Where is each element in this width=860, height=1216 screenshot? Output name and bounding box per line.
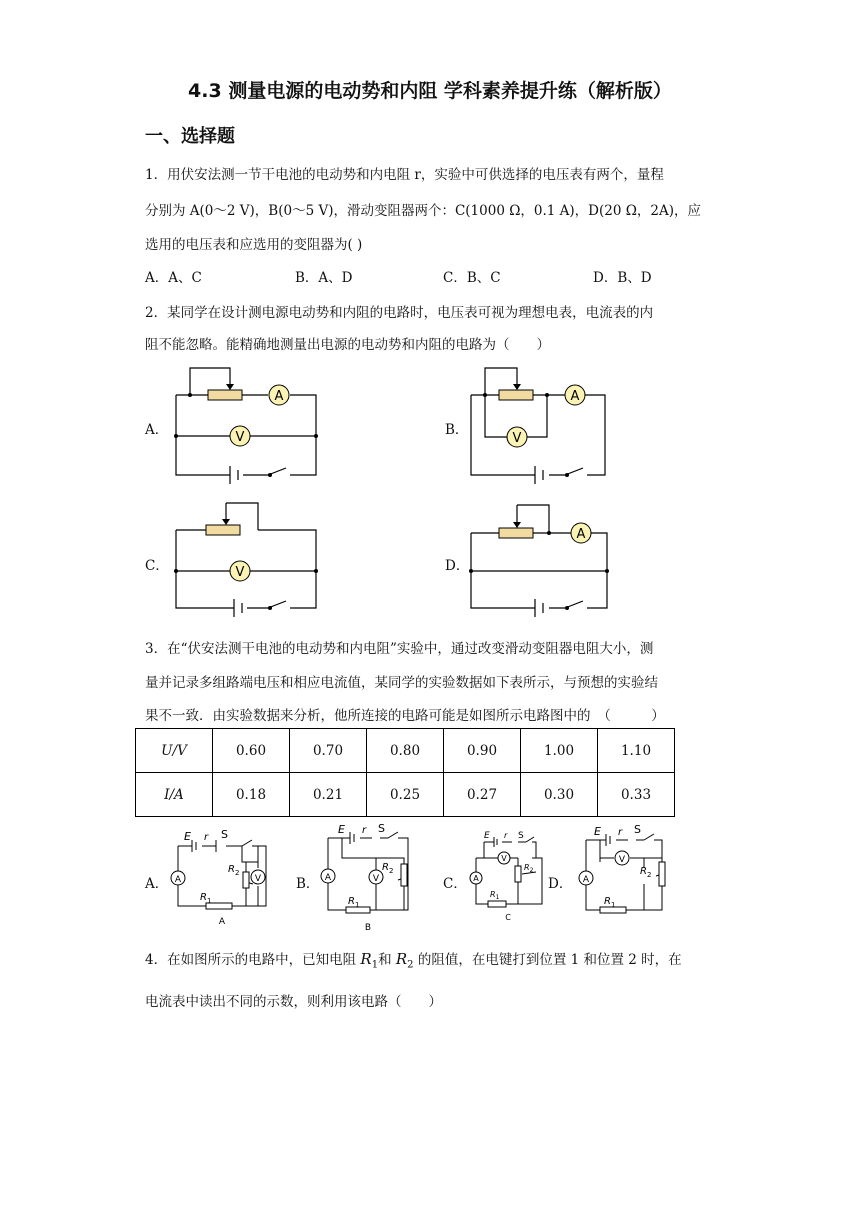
ammeter-symbol: A xyxy=(582,875,590,885)
r1-label: $R_1$ xyxy=(200,892,212,905)
q3-label-c: C． xyxy=(443,876,467,892)
table-header-u: U/V xyxy=(136,729,213,773)
internal-resistance-label: r xyxy=(362,825,367,836)
voltmeter-symbol: V xyxy=(254,874,262,884)
document-title: 4.3 测量电源的电动势和内阻 学科素养提升练（解析版） xyxy=(188,80,672,102)
q4-text: 4．在如图所示的电路中，已知电阻 xyxy=(145,952,361,968)
voltmeter-symbol: V xyxy=(235,565,245,580)
q1-option-d: D．B、D xyxy=(593,270,652,286)
q3-label-d: D． xyxy=(548,876,573,892)
table-cell: 0.60 xyxy=(213,729,290,773)
q2-label-a: A． xyxy=(145,422,169,438)
voltmeter-symbol: V xyxy=(618,855,626,865)
q4-line-2: 电流表中读出不同的示数，则利用该电路（ ） xyxy=(145,994,442,1010)
q1-line-1: 1．用伏安法测一节干电池的电动势和内电阻 r，实验中可供选择的电压表有两个，量程 xyxy=(145,167,664,183)
q3-line-3: 果不一致．由实验数据来分析，他所连接的电路可能是如图所示电路图中的 （ ） xyxy=(145,708,665,724)
data-table xyxy=(135,728,675,817)
table-cell: 0.70 xyxy=(290,729,367,773)
q3-label-b: B． xyxy=(296,876,320,892)
table-row-current xyxy=(136,773,675,817)
q3-circuit-d xyxy=(574,822,674,934)
table-cell: 0.25 xyxy=(367,773,444,817)
voltmeter-symbol: V xyxy=(372,874,380,884)
q3-line-2: 量并记录多组路端电压和相应电流值，某同学的实验数据如下表所示，与预想的实验结 xyxy=(145,675,658,691)
switch-label: S xyxy=(378,822,385,835)
section-heading: 一、选择题 xyxy=(145,126,235,147)
q4-line-1 xyxy=(145,948,682,971)
r2-symbol: R xyxy=(395,950,408,968)
q2-line-2: 阻不能忽略。能精确地测量出电源的电动势和内阻的电路为（ ） xyxy=(145,337,550,353)
table-cell: 1.00 xyxy=(521,729,598,773)
q3-circuit-a xyxy=(166,826,282,932)
ammeter-symbol: A xyxy=(570,389,580,404)
r2-label: $R_2$ xyxy=(382,862,394,875)
r1-label: $R_1$ xyxy=(604,896,616,909)
q3-circuit-b xyxy=(316,822,418,934)
table-cell: 0.33 xyxy=(598,773,675,817)
q2-label-b: B． xyxy=(445,422,469,438)
q2-label-d: D． xyxy=(445,558,470,574)
switch-label: S xyxy=(518,831,524,841)
q3-circuit-c xyxy=(466,830,552,926)
q1-line-3: 选用的电压表和应选用的变阻器为( ) xyxy=(145,237,363,253)
table-cell: 1.10 xyxy=(598,729,675,773)
emf-label: E xyxy=(184,830,191,843)
circuit-caption: B xyxy=(364,923,372,933)
table-cell: 0.27 xyxy=(444,773,521,817)
r1-symbol: R xyxy=(360,950,372,968)
internal-resistance-label: r xyxy=(618,827,623,838)
q2-label-c: C． xyxy=(145,558,169,574)
table-cell: 0.80 xyxy=(367,729,444,773)
q3-label-a: A． xyxy=(145,876,169,892)
q3-line-1: 3．在“伏安法测干电池的电动势和内电阻”实验中，通过改变滑动变阻器电阻大小，测 xyxy=(145,641,654,657)
q2-circuit-c xyxy=(168,495,323,620)
switch-label: S xyxy=(221,828,228,841)
circuit-caption: A xyxy=(218,917,226,927)
r1-label: $R_1$ xyxy=(490,890,500,901)
table-cell: 0.21 xyxy=(290,773,367,817)
r1-label: $R_1$ xyxy=(348,896,360,909)
emf-label: E xyxy=(338,823,345,836)
q4-text: 的阻值，在电键打到位置 1 和位置 2 时，在 xyxy=(413,952,682,968)
emf-label: E xyxy=(594,825,601,838)
ammeter-symbol: A xyxy=(174,875,182,885)
voltmeter-symbol: V xyxy=(235,430,245,445)
switch-label: S xyxy=(634,823,641,836)
table-cell: 0.18 xyxy=(213,773,290,817)
q1-option-a: A．A、C xyxy=(145,270,202,286)
table-row-voltage xyxy=(136,729,675,773)
r2-label: $R_2$ xyxy=(228,864,240,877)
q1-option-b: B．A、D xyxy=(295,270,353,286)
q2-circuit-a xyxy=(168,360,323,485)
table-cell: 0.90 xyxy=(444,729,521,773)
circuit-caption: C xyxy=(505,913,511,922)
q2-line-1: 2．某同学在设计测电源电动势和内阻的电路时，电压表可视为理想电表，电流表的内 xyxy=(145,305,654,321)
table-cell: 0.30 xyxy=(521,773,598,817)
r2-label: $R_2$ xyxy=(524,863,534,874)
r2-subscript: 2 xyxy=(407,959,414,971)
internal-resistance-label: r xyxy=(504,831,508,840)
q2-circuit-d xyxy=(465,495,615,620)
table-header-i: I/A xyxy=(136,773,213,817)
internal-resistance-label: r xyxy=(204,832,209,843)
q2-circuit-b xyxy=(465,360,615,485)
q4-text: 和 xyxy=(378,952,396,968)
ammeter-symbol: A xyxy=(473,874,479,883)
q1-option-c: C．B、C xyxy=(443,270,501,286)
emf-label: E xyxy=(484,831,490,841)
r1-subscript: 1 xyxy=(371,959,379,971)
ammeter-symbol: A xyxy=(324,873,332,883)
q1-line-2: 分别为 A(0～2 V)，B(0～5 V)，滑动变阻器两个：C(1000 Ω，0.1 A)，D(20 Ω，2A)，应 xyxy=(145,203,702,219)
voltmeter-symbol: V xyxy=(512,431,522,446)
ammeter-symbol: A xyxy=(274,389,284,404)
r2-label: $R_2$ xyxy=(640,866,652,879)
ammeter-symbol: A xyxy=(576,527,586,542)
voltmeter-symbol: V xyxy=(501,854,507,863)
